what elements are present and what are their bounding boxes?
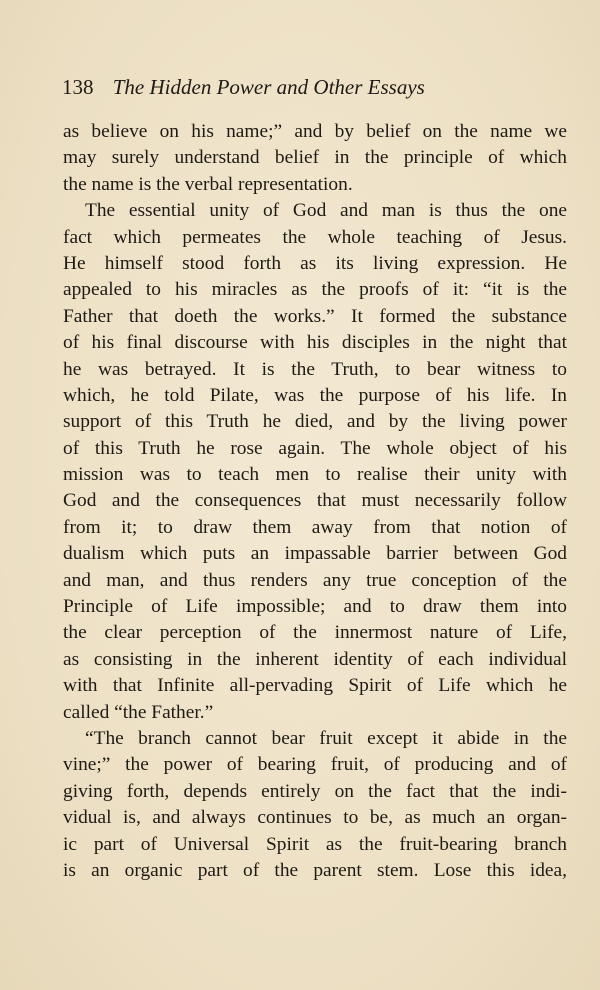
body-text [63,119,567,884]
text-line: which, he told Pilate, was the purpose of his life. In [63,384,567,406]
text-line: of his final discourse with his disciples in the night that [63,332,567,354]
text-line: of this Truth he rose again. The whole object of his [63,437,567,459]
book-title: The Hidden Power and Other Essays [112,75,425,99]
text-line: ic part of Universal Spirit as the fruit-bearing branch [63,833,567,855]
text-line: from it; to draw them away from that notion of [63,516,567,538]
text-line: Father that doeth the works.” It formed the substance [63,305,567,327]
text-line: the name is the verbal representation. [63,173,353,195]
text-line: the clear perception of the innermost nature of Life, [63,622,567,644]
text-line: he was betrayed. It is the Truth, to bear witness to [63,358,567,380]
text-line: is an organic part of the parent stem. Lose this idea, [63,859,567,881]
text-line: vine;” the power of bearing fruit, of producing and of [63,754,567,776]
text-line: may surely understand belief in the principle of which [63,147,567,169]
text-line: appealed to his miracles as the proofs of it: “it is the [63,279,567,301]
text-line: “The branch cannot bear fruit except it abide in the [85,727,567,749]
text-line: with that Infinite all-pervading Spirit of Life which he [63,675,567,697]
text-line: support of this Truth he died, and by the living power [63,411,567,433]
text-line: as believe on his name;” and by belief on the name we [63,121,567,142]
text-line: He himself stood forth as its living expression. He [63,252,567,274]
page-number: 138 [62,75,94,99]
text-line: God and the consequences that must necessarily follow [63,490,567,512]
text-line: The essential unity of God and man is thus the one [85,200,567,222]
text-line: mission was to teach men to realise their unity with [63,464,567,486]
text-line: Principle of Life impossible; and to draw them into [63,596,567,618]
running-head [62,74,542,100]
text-line: fact which permeates the whole teaching of Jesus. [63,226,567,248]
text-line: dualism which puts an impassable barrier between God [63,543,567,565]
text-line: vidual is, and always continues to be, as much an organ- [63,807,567,829]
text-line: giving forth, depends entirely on the fact that the indi- [63,780,567,802]
text-line: called “the Father.” [63,701,214,723]
text-line: as consisting in the inherent identity of each individual [63,648,567,670]
text-line: and man, and thus renders any true conception of the [63,569,567,591]
